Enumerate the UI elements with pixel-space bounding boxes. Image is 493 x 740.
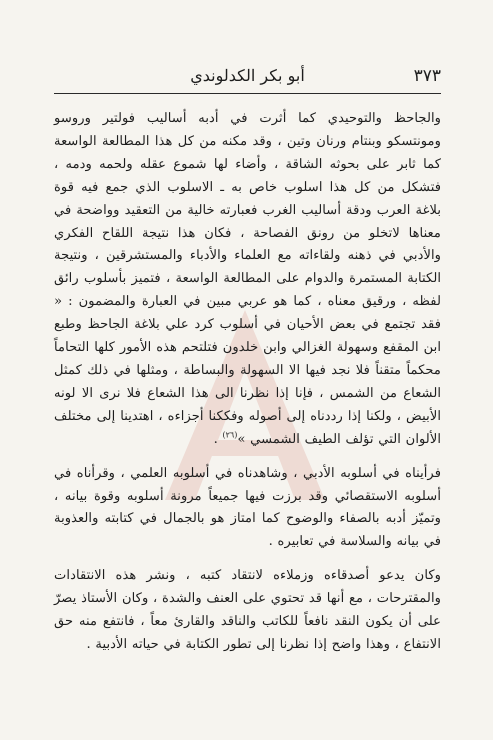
paragraph-3: وكان يدعو أصدقاءه وزملاءه لانتقاد كتبه ، ونشر هذه الانتقادات والمقترحات ، مع أنها قد تحتوي على العنف والشدة ، وكان الأستاذ يصرّ على أن يكون النقد نافعاً للكاتب والناقد والقارئ معاً ، فانتفع منه حق الانتفاع ، وهذا واضح إذا نظرنا إلى تطور الكتابة في حياته الأدبية . [54, 568, 441, 652]
running-title: أبو بكر الكدلوندي [190, 66, 305, 85]
footnote-reference[interactable]: (٢٦) [222, 430, 238, 440]
page-number: ٣٧٣ [413, 66, 441, 86]
paragraph-1: والجاحظ والتوحيدي كما أثرت في أدبه أساليب فولتير وروسو ومونتسكو وبنتام ورنان وتين ، وقد مكنه من كل هذا المطالعة الواسعة كما ثابر على بحوثه الشاقة ، وأضاء لها شموع عقله ولحمه ودمه ، فتشكل من كل هذا اسلوب خاص به ـ الاسلوب الذي جمع فيه قوة بلاغة العرب ودقة أساليب الغرب فعبارته خالية من التعقيد وواضحة في معناها لاتخلو من رونق الفصاحة ، فكان هذا نتيجة اللقاح الفكري والأدبي في ذهنه ولقاءاته مع العلماء والأدباء والمستشرقين ، ونتيجة الكتابة المستمرة والدوام على المطالعة الواسعة ، فتميز بأسلوب رائق لفظه ، ورقيق معناه ، كما هو عربي مبين في العبارة والمضمون : « فقد تجتمع في بعض الأحيان في أسلوب كرد علي بلاغة الجاحظ وطبع ابن المقفع وسهولة الغزالي وابن خلدون فتلتحم هذه الأمور كلها التحاماً محكماً متقناً فلا نجد فيها الا السهولة والبساطة ، ومثلها في ذلك كمثل الشعاع من الشمس ، فإنا إذا نظرنا الى هذا الشعاع فلا نرى الا لونه الأبيض ، ولكنا إذا رددناه إلى أصوله وفككنا أجزاءه ، اهتدينا إلى مختلف الألوان التي تؤلف الطيف الشمسي »$^{(٢٦)}$ . [54, 111, 441, 447]
header-rule [54, 93, 441, 94]
paragraph-1-text: والجاحظ والتوحيدي كما أثرت في أدبه أساليب فولتير وروسو ومونتسكو وبنتام ورنان وتين ، وقد مكنه من كل هذا المطالعة الواسعة كما ثابر على بحوثه الشاقة ، وأضاء لها شموع عقله ولحمه ودمه ، فتشكل من كل هذا اسلوب خاص به ـ الاسلوب الذي جمع فيه قوة بلاغة العرب ودقة أساليب الغرب فعبارته خالية من التعقيد وواضحة في معناها لاتخلو من رونق الفصاحة ، فكان هذا نتيجة اللقاح الفكري والأدبي في ذهنه ولقاءاته مع العلماء والأدباء والمستشرقين ، ونتيجة الكتابة المستمرة والدوام على المطالعة الواسعة ، فتميز بأسلوب رائق لفظه ، ورقيق معناه ، كما هو عربي مبين في العبارة والمضمون : « فقد تجتمع في بعض الأحيان في أسلوب كرد علي بلاغة الجاحظ وطبع ابن المقفع وسهولة الغزالي وابن خلدون فتلتحم هذه الأمور كلها التحاماً محكماً متقناً فلا نجد فيها الا السهولة والبساطة ، ومثلها في ذلك كمثل الشعاع من الشمس ، فإنا إذا نظرنا الى هذا الشعاع فلا نرى الا لونه الأبيض ، ولكنا إذا رددناه إلى أصوله وفككنا أجزاءه ، اهتدينا إلى مختلف الألوان التي تؤلف الطيف الشمسي » [54, 111, 441, 447]
body-text [54, 108, 441, 657]
paragraph-2: فرأيناه في أسلوبه الأدبي ، وشاهدناه في أسلوبه العلمي ، وقرأناه في أسلوبه الاستقصائي وقد برزت فيها جميعاً مرونة أسلوبه وقوة بيانه ، وتميّز أدبه بالصفاء والوضوح كما امتاز هو بالجمال في كتابته والعذوبة في بيانه والسلاسة في تعابيره . [54, 465, 441, 550]
page-header [54, 64, 441, 88]
